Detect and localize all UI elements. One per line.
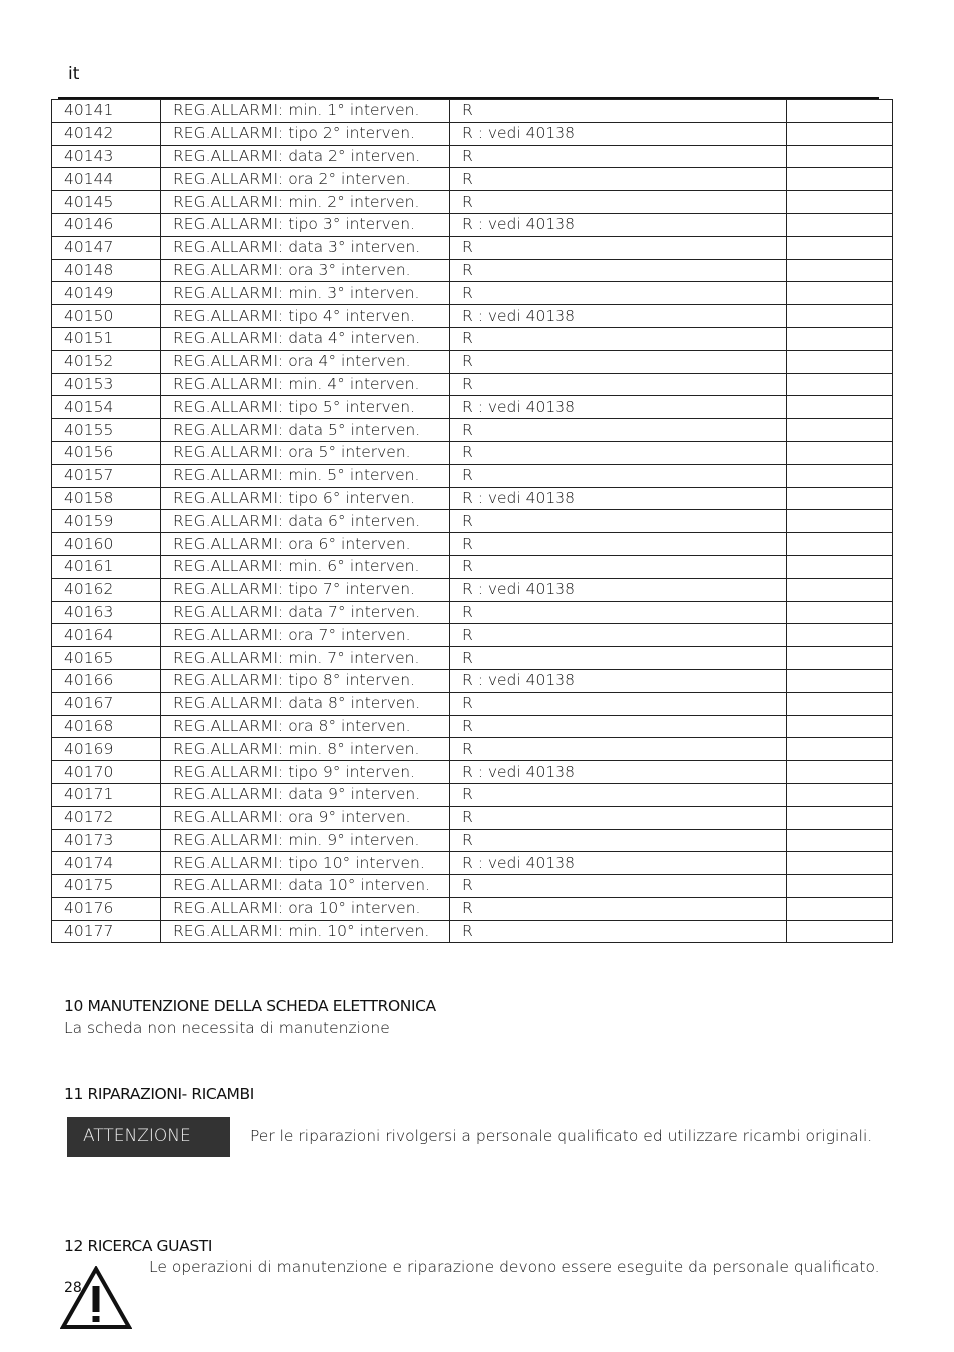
register-description-cell: REG.ALLARMI: ora 9° interven. — [161, 806, 450, 829]
language-code: it — [68, 64, 80, 84]
register-notes-cell — [787, 259, 893, 282]
register-address-cell: 40161 — [52, 555, 161, 578]
register-address-cell: 40160 — [52, 533, 161, 556]
register-description-cell: REG.ALLARMI: min. 4° interven. — [161, 373, 450, 396]
register-access-cell: R — [450, 829, 787, 852]
register-access-cell: R — [450, 282, 787, 305]
table-row — [52, 761, 893, 784]
register-notes-cell — [787, 282, 893, 305]
register-address-cell: 40154 — [52, 396, 161, 419]
register-table-body — [52, 100, 893, 943]
register-address-cell: 40145 — [52, 191, 161, 214]
section-title-repairs: 11 RIPARAZIONI- RICAMBI — [64, 1085, 254, 1103]
register-access-cell: R — [450, 259, 787, 282]
register-access-cell: R : vedi 40138 — [450, 578, 787, 601]
modbus-register-table — [51, 99, 893, 943]
register-notes-cell — [787, 396, 893, 419]
register-description-cell: REG.ALLARMI: min. 7° interven. — [161, 647, 450, 670]
table-row — [52, 510, 893, 533]
register-description-cell: REG.ALLARMI: min. 9° interven. — [161, 829, 450, 852]
table-row — [52, 350, 893, 373]
register-access-cell: R : vedi 40138 — [450, 761, 787, 784]
register-description-cell: REG.ALLARMI: data 6° interven. — [161, 510, 450, 533]
table-row — [52, 305, 893, 328]
table-row — [52, 191, 893, 214]
register-notes-cell — [787, 783, 893, 806]
table-row — [52, 806, 893, 829]
register-address-cell: 40166 — [52, 669, 161, 692]
register-address-cell: 40159 — [52, 510, 161, 533]
register-access-cell: R — [450, 920, 787, 943]
register-access-cell: R — [450, 806, 787, 829]
table-row — [52, 533, 893, 556]
register-access-cell: R — [450, 191, 787, 214]
table-row — [52, 213, 893, 236]
register-access-cell: R — [450, 441, 787, 464]
register-access-cell: R — [450, 647, 787, 670]
register-access-cell: R — [450, 783, 787, 806]
table-row — [52, 396, 893, 419]
table-row — [52, 647, 893, 670]
table-row — [52, 236, 893, 259]
register-address-cell: 40171 — [52, 783, 161, 806]
register-address-cell: 40143 — [52, 145, 161, 168]
register-access-cell: R — [450, 624, 787, 647]
register-address-cell: 40175 — [52, 875, 161, 898]
register-description-cell: REG.ALLARMI: min. 6° interven. — [161, 555, 450, 578]
register-description-cell: REG.ALLARMI: ora 8° interven. — [161, 715, 450, 738]
register-access-cell: R — [450, 601, 787, 624]
register-notes-cell — [787, 373, 893, 396]
register-notes-cell — [787, 191, 893, 214]
register-access-cell: R : vedi 40138 — [450, 305, 787, 328]
register-access-cell: R — [450, 555, 787, 578]
table-row — [52, 145, 893, 168]
register-notes-cell — [787, 419, 893, 442]
attention-badge: ATTENZIONE — [67, 1117, 230, 1157]
register-access-cell: R : vedi 40138 — [450, 487, 787, 510]
register-address-cell: 40168 — [52, 715, 161, 738]
register-notes-cell — [787, 738, 893, 761]
table-row — [52, 555, 893, 578]
register-access-cell: R — [450, 533, 787, 556]
table-row — [52, 441, 893, 464]
register-notes-cell — [787, 761, 893, 784]
register-address-cell: 40153 — [52, 373, 161, 396]
register-description-cell: REG.ALLARMI: data 10° interven. — [161, 875, 450, 898]
register-address-cell: 40156 — [52, 441, 161, 464]
register-access-cell: R — [450, 100, 787, 123]
register-access-cell: R : vedi 40138 — [450, 396, 787, 419]
table-row — [52, 920, 893, 943]
register-description-cell: REG.ALLARMI: tipo 8° interven. — [161, 669, 450, 692]
register-description-cell: REG.ALLARMI: tipo 5° interven. — [161, 396, 450, 419]
table-row — [52, 100, 893, 123]
register-notes-cell — [787, 601, 893, 624]
register-notes-cell — [787, 350, 893, 373]
register-description-cell: REG.ALLARMI: ora 6° interven. — [161, 533, 450, 556]
register-notes-cell — [787, 875, 893, 898]
table-row — [52, 829, 893, 852]
register-address-cell: 40144 — [52, 168, 161, 191]
register-access-cell: R : vedi 40138 — [450, 213, 787, 236]
register-notes-cell — [787, 806, 893, 829]
register-notes-cell — [787, 305, 893, 328]
register-notes-cell — [787, 100, 893, 123]
register-notes-cell — [787, 510, 893, 533]
register-address-cell: 40148 — [52, 259, 161, 282]
register-address-cell: 40155 — [52, 419, 161, 442]
register-description-cell: REG.ALLARMI: min. 1° interven. — [161, 100, 450, 123]
table-row — [52, 327, 893, 350]
register-notes-cell — [787, 145, 893, 168]
register-notes-cell — [787, 852, 893, 875]
register-notes-cell — [787, 555, 893, 578]
register-address-cell: 40142 — [52, 122, 161, 145]
register-description-cell: REG.ALLARMI: ora 4° interven. — [161, 350, 450, 373]
register-description-cell: REG.ALLARMI: tipo 10° interven. — [161, 852, 450, 875]
register-address-cell: 40158 — [52, 487, 161, 510]
register-description-cell: REG.ALLARMI: tipo 9° interven. — [161, 761, 450, 784]
table-row — [52, 419, 893, 442]
table-row — [52, 259, 893, 282]
register-access-cell: R — [450, 350, 787, 373]
register-description-cell: REG.ALLARMI: data 9° interven. — [161, 783, 450, 806]
table-row — [52, 738, 893, 761]
register-address-cell: 40152 — [52, 350, 161, 373]
register-address-cell: 40173 — [52, 829, 161, 852]
register-access-cell: R : vedi 40138 — [450, 852, 787, 875]
register-notes-cell — [787, 715, 893, 738]
register-address-cell: 40150 — [52, 305, 161, 328]
register-description-cell: REG.ALLARMI: data 4° interven. — [161, 327, 450, 350]
register-address-cell: 40164 — [52, 624, 161, 647]
register-address-cell: 40177 — [52, 920, 161, 943]
register-access-cell: R — [450, 692, 787, 715]
register-description-cell: REG.ALLARMI: ora 2° interven. — [161, 168, 450, 191]
register-address-cell: 40172 — [52, 806, 161, 829]
register-address-cell: 40147 — [52, 236, 161, 259]
register-description-cell: REG.ALLARMI: ora 10° interven. — [161, 897, 450, 920]
register-notes-cell — [787, 327, 893, 350]
register-address-cell: 40157 — [52, 464, 161, 487]
register-notes-cell — [787, 441, 893, 464]
register-notes-cell — [787, 669, 893, 692]
register-access-cell: R : vedi 40138 — [450, 669, 787, 692]
table-row — [52, 464, 893, 487]
register-description-cell: REG.ALLARMI: ora 3° interven. — [161, 259, 450, 282]
section-title-maintenance: 10 MANUTENZIONE DELLA SCHEDA ELETTRONICA — [64, 997, 436, 1015]
register-description-cell: REG.ALLARMI: min. 2° interven. — [161, 191, 450, 214]
register-access-cell: R — [450, 327, 787, 350]
table-row — [52, 692, 893, 715]
register-description-cell: REG.ALLARMI: min. 5° interven. — [161, 464, 450, 487]
register-address-cell: 40163 — [52, 601, 161, 624]
register-address-cell: 40174 — [52, 852, 161, 875]
register-access-cell: R — [450, 875, 787, 898]
table-row — [52, 715, 893, 738]
register-address-cell: 40167 — [52, 692, 161, 715]
table-row — [52, 897, 893, 920]
register-access-cell: R — [450, 464, 787, 487]
register-notes-cell — [787, 236, 893, 259]
register-description-cell: REG.ALLARMI: min. 8° interven. — [161, 738, 450, 761]
table-row — [52, 168, 893, 191]
table-row — [52, 875, 893, 898]
register-access-cell: R — [450, 510, 787, 533]
register-description-cell: REG.ALLARMI: data 5° interven. — [161, 419, 450, 442]
table-row — [52, 601, 893, 624]
register-access-cell: R : vedi 40138 — [450, 122, 787, 145]
register-notes-cell — [787, 533, 893, 556]
register-notes-cell — [787, 487, 893, 510]
register-address-cell: 40162 — [52, 578, 161, 601]
register-access-cell: R — [450, 236, 787, 259]
table-row — [52, 852, 893, 875]
register-address-cell: 40170 — [52, 761, 161, 784]
register-address-cell: 40141 — [52, 100, 161, 123]
register-description-cell: REG.ALLARMI: tipo 2° interven. — [161, 122, 450, 145]
register-notes-cell — [787, 578, 893, 601]
register-access-cell: R — [450, 738, 787, 761]
maintenance-text: La scheda non necessita di manutenzione — [64, 1019, 390, 1037]
register-description-cell: REG.ALLARMI: data 8° interven. — [161, 692, 450, 715]
register-address-cell: 40176 — [52, 897, 161, 920]
page-number: 28 — [64, 1280, 82, 1296]
attention-text: Per le riparazioni rivolgersi a personale qualificato ed utilizzare ricambi originali. — [250, 1127, 873, 1145]
register-notes-cell — [787, 464, 893, 487]
register-notes-cell — [787, 897, 893, 920]
register-description-cell: REG.ALLARMI: data 3° interven. — [161, 236, 450, 259]
register-access-cell: R — [450, 373, 787, 396]
register-notes-cell — [787, 168, 893, 191]
register-description-cell: REG.ALLARMI: tipo 4° interven. — [161, 305, 450, 328]
section-title-troubleshooting: 12 RICERCA GUASTI — [64, 1237, 212, 1255]
warning-text: Le operazioni di manutenzione e riparazione devono essere eseguite da personale qualificato. — [149, 1258, 880, 1276]
register-notes-cell — [787, 624, 893, 647]
register-notes-cell — [787, 920, 893, 943]
register-description-cell: REG.ALLARMI: tipo 6° interven. — [161, 487, 450, 510]
register-notes-cell — [787, 122, 893, 145]
register-description-cell: REG.ALLARMI: data 7° interven. — [161, 601, 450, 624]
table-row — [52, 282, 893, 305]
table-row — [52, 783, 893, 806]
register-notes-cell — [787, 647, 893, 670]
register-notes-cell — [787, 213, 893, 236]
register-address-cell: 40146 — [52, 213, 161, 236]
register-address-cell: 40165 — [52, 647, 161, 670]
table-row — [52, 624, 893, 647]
register-notes-cell — [787, 692, 893, 715]
register-description-cell: REG.ALLARMI: tipo 3° interven. — [161, 213, 450, 236]
register-access-cell: R — [450, 145, 787, 168]
register-address-cell: 40151 — [52, 327, 161, 350]
register-access-cell: R — [450, 168, 787, 191]
register-address-cell: 40149 — [52, 282, 161, 305]
register-description-cell: REG.ALLARMI: data 2° interven. — [161, 145, 450, 168]
table-row — [52, 373, 893, 396]
register-description-cell: REG.ALLARMI: tipo 7° interven. — [161, 578, 450, 601]
warning-triangle-icon — [60, 1266, 132, 1330]
table-row — [52, 122, 893, 145]
register-description-cell: REG.ALLARMI: ora 5° interven. — [161, 441, 450, 464]
register-description-cell: REG.ALLARMI: min. 10° interven. — [161, 920, 450, 943]
register-description-cell: REG.ALLARMI: ora 7° interven. — [161, 624, 450, 647]
register-address-cell: 40169 — [52, 738, 161, 761]
register-access-cell: R — [450, 715, 787, 738]
register-access-cell: R — [450, 897, 787, 920]
table-row — [52, 578, 893, 601]
table-row — [52, 669, 893, 692]
register-description-cell: REG.ALLARMI: min. 3° interven. — [161, 282, 450, 305]
register-notes-cell — [787, 829, 893, 852]
register-access-cell: R — [450, 419, 787, 442]
table-row — [52, 487, 893, 510]
